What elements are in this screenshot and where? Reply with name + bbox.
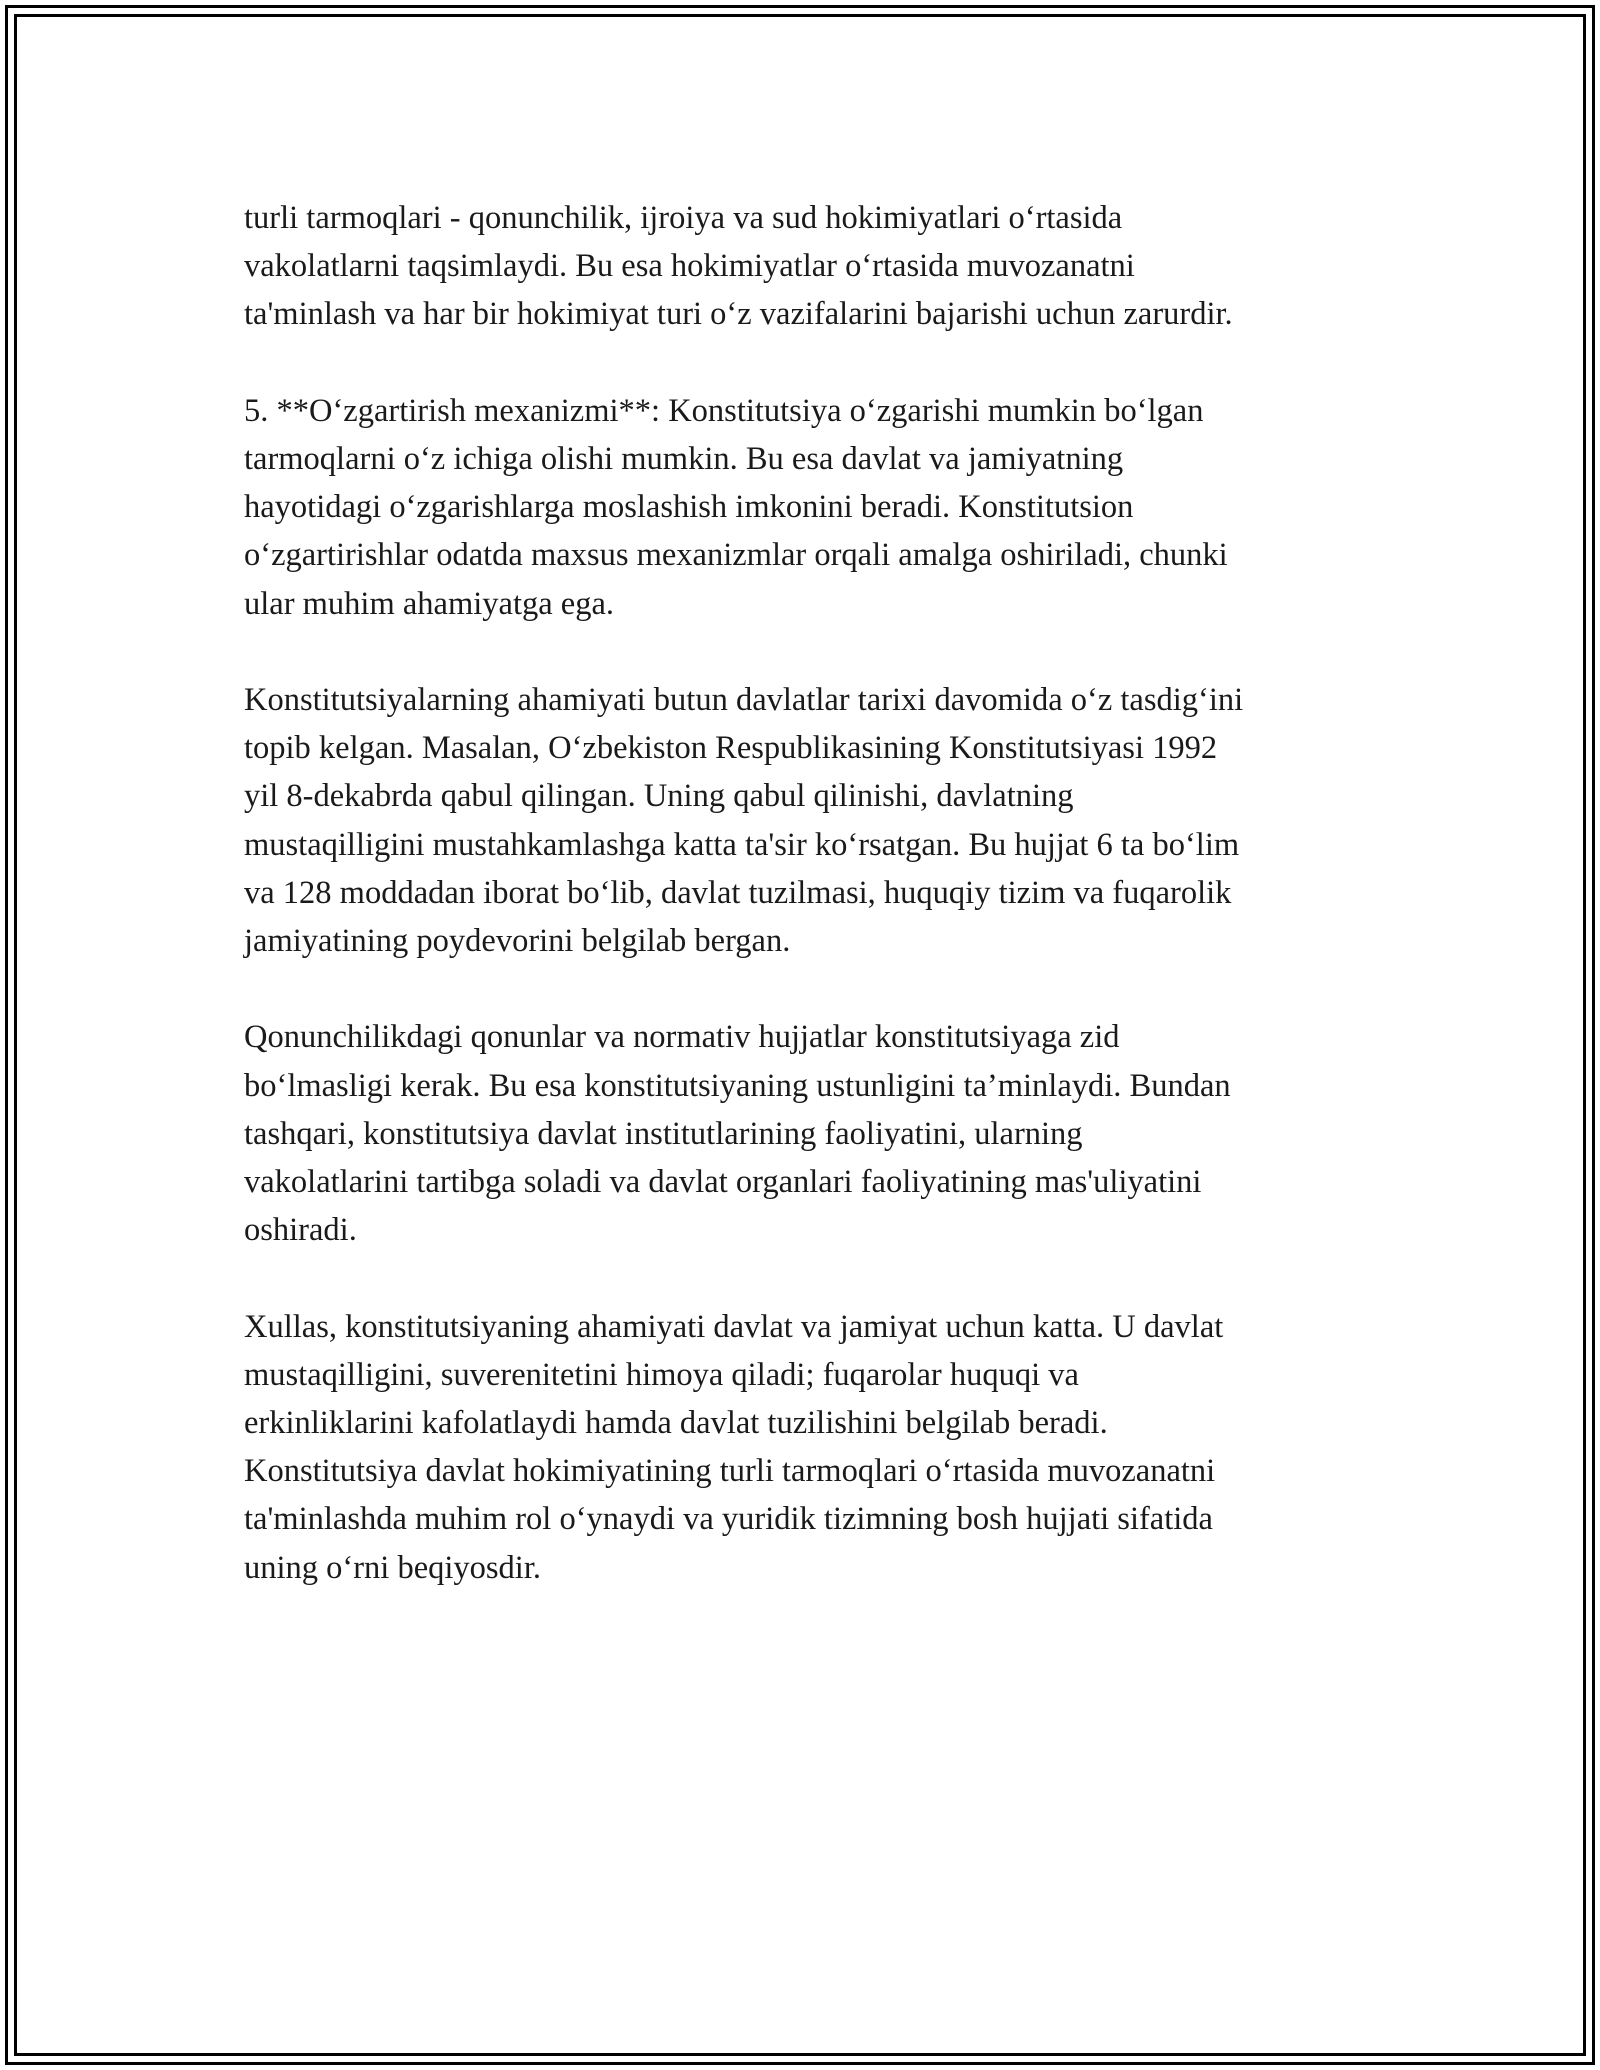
text-line: mustaqilligini mustahkamlashga katta ta'sir ko‘rsatgan. Bu hujjat 6 ta bo‘lim: [244, 826, 1240, 863]
text-line: mustaqilligini, suverenitetini himoya qiladi; fuqarolar huquqi va: [244, 1356, 1079, 1393]
text-line: Qonunchilikdagi qonunlar va normativ hujjatlar konstitutsiyaga zid: [244, 1019, 1120, 1056]
text-line: o‘zgartirishlar odatda maxsus mexanizmlar orqali amalga oshiriladi, chunki: [244, 537, 1228, 574]
document-body: [244, 194, 1384, 1640]
text-line: hayotidagi o‘zgarishlarga moslashish imkonini beradi. Konstitutsion: [244, 489, 1134, 526]
text-line: 5. **O‘zgartirish mexanizmi**: Konstitutsiya o‘zgarishi mumkin bo‘lgan: [244, 392, 1204, 429]
page-frame: [5, 5, 1595, 2065]
text-line: Konstitutsiya davlat hokimiyatining turli tarmoqlari o‘rtasida muvozanatni: [244, 1453, 1216, 1490]
text-line: va 128 moddadan iborat bo‘lib, davlat tuzilmasi, huquqiy tizim va fuqarolik: [244, 874, 1232, 911]
text-line: tashqari, konstitutsiya davlat institutlarining faoliyatini, ularning: [244, 1115, 1083, 1152]
text-line: ta'minlash va har bir hokimiyat turi o‘z vazifalarini bajarishi uchun zarurdir.: [244, 296, 1233, 333]
paragraph-supremacy: [244, 1013, 1384, 1254]
text-line: topib kelgan. Masalan, O‘zbekiston Respublikasining Konstitutsiyasi 1992: [244, 730, 1218, 767]
text-line: bo‘lmasligi kerak. Bu esa konstitutsiyaning ustunligini ta’minlaydi. Bundan: [244, 1067, 1231, 1104]
text-line: uning o‘rni beqiyosdir.: [244, 1549, 541, 1586]
text-line: vakolatlarini tartibga soladi va davlat organlari faoliyatining mas'uliyatini: [244, 1164, 1202, 1201]
text-line: turli tarmoqlari - qonunchilik, ijroiya va sud hokimiyatlari o‘rtasida: [244, 200, 1123, 236]
paragraph-amendment-mechanism: [244, 387, 1384, 628]
text-line: vakolatlarni taqsimlaydi. Bu esa hokimiyatlar o‘rtasida muvozanatni: [244, 248, 1135, 285]
paragraph-branch-powers: [244, 194, 1384, 339]
text-line: tarmoqlarni o‘z ichiga olishi mumkin. Bu esa davlat va jamiyatning: [244, 441, 1124, 477]
text-line: Xullas, konstitutsiyaning ahamiyati davlat va jamiyat uchun katta. U davlat: [244, 1308, 1224, 1345]
text-line: yil 8-dekabrda qabul qilingan. Uning qabul qilinishi, davlatning: [244, 778, 1074, 815]
text-line: ta'minlashda muhim rol o‘ynaydi va yuridik tizimning bosh hujjati sifatida: [244, 1501, 1213, 1538]
text-line: Konstitutsiyalarning ahamiyati butun davlatlar tarixi davomida o‘z tasdig‘ini: [244, 682, 1244, 718]
text-line: oshiradi.: [244, 1212, 357, 1249]
text-line: ular muhim ahamiyatga ega.: [244, 585, 615, 622]
text-line: erkinliklarini kafolatlaydi hamda davlat tuzilishini belgilab beradi.: [244, 1405, 1108, 1442]
text-line: jamiyatining poydevorini belgilab bergan.: [244, 923, 791, 960]
paragraph-conclusion: [244, 1303, 1384, 1592]
paragraph-historical-significance: [244, 676, 1384, 965]
